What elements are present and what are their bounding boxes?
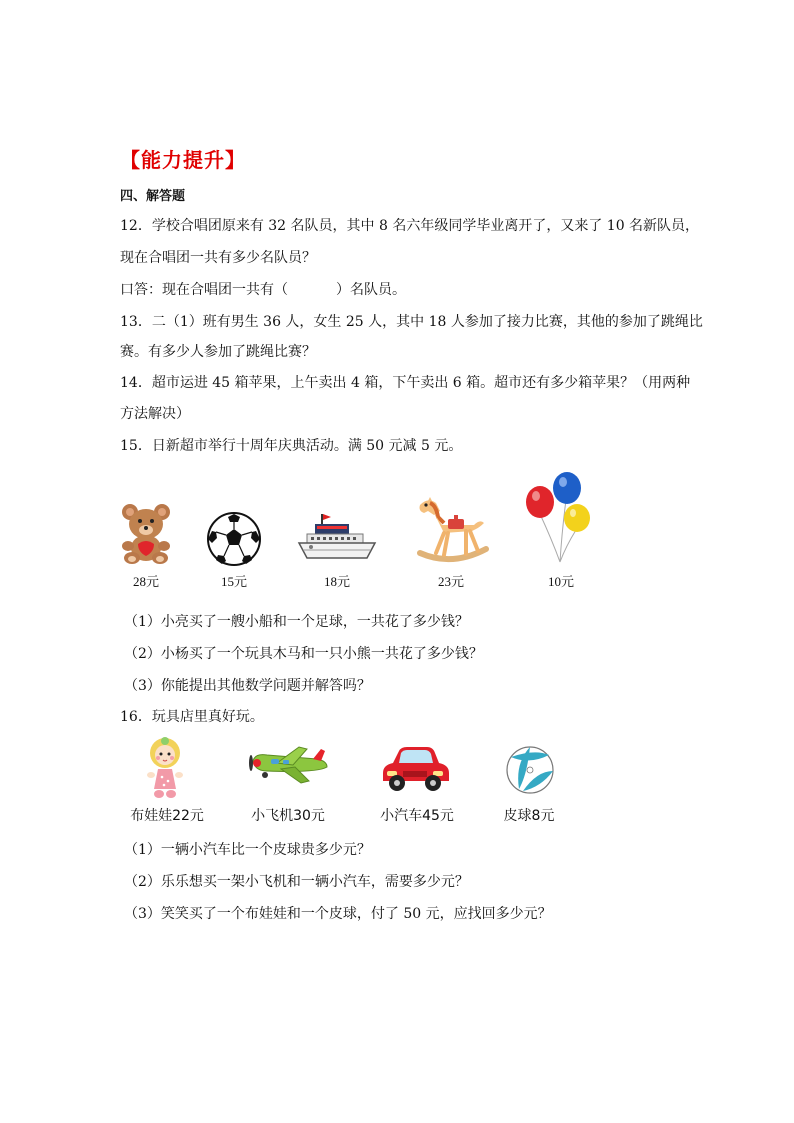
label-beach-ball: 皮球8元 <box>503 808 555 824</box>
beach-ball-icon <box>505 745 555 795</box>
heading: 【能力提升】 <box>120 148 246 172</box>
label-toy-plane: 小飞机30元 <box>251 808 325 824</box>
q14-line1: 14．超市运进 45 箱苹果，上午卖出 4 箱，下午卖出 6 箱。超市还有多少箱苹果？（用两种 <box>120 375 691 391</box>
rocking-horse-icon <box>414 497 490 563</box>
price-rocking-horse: 23元 <box>437 574 464 589</box>
soccer-ball-icon <box>206 511 262 567</box>
q16-line1: 16．玩具店里真好玩。 <box>120 709 264 725</box>
label-toy-car: 小汽车45元 <box>380 808 454 824</box>
q14-line2: 方法解决） <box>120 406 190 422</box>
q13-line2: 赛。有多少人参加了跳绳比赛？ <box>120 344 316 360</box>
label-doll: 布娃娃22元 <box>130 808 204 824</box>
q12-answer-suffix: ）名队员。 <box>336 282 406 298</box>
price-balloons: 10元 <box>547 574 574 589</box>
q12-answer-prefix: 口答：现在合唱团一共有（ <box>120 282 288 298</box>
q15-sub1: （1）小亮买了一艘小船和一个足球，一共花了多少钱？ <box>124 614 469 630</box>
q16-sub2: （2）乐乐想买一架小飞机和一辆小汽车，需要多少元？ <box>124 874 469 890</box>
teddy-bear-icon <box>118 502 174 564</box>
section-title: 四、解答题 <box>120 189 186 204</box>
price-ship: 18元 <box>323 574 350 589</box>
q12-answer <box>120 280 406 300</box>
toy-car-icon <box>379 745 451 793</box>
q16-sub3: （3）笑笑买了一个布娃娃和一个皮球，付了 50 元，应找回多少元？ <box>124 906 552 922</box>
q15-sub3: （3）你能提出其他数学问题并解答吗？ <box>124 678 371 694</box>
q13-line1: 13．二（1）班有男生 36 人，女生 25 人，其中 18 人参加了接力比赛，其他的参加了跳绳比 <box>120 314 703 330</box>
toy-plane-icon <box>247 745 331 785</box>
ship-icon <box>297 512 377 564</box>
q12-line2: 现在合唱团一共有多少名队员？ <box>120 250 316 266</box>
price-teddy-bear: 28元 <box>132 574 159 589</box>
q12-line1: 12．学校合唱团原来有 32 名队员，其中 8 名六年级同学毕业离开了，又来了 10 名新队员， <box>120 218 700 234</box>
balloons-icon <box>522 470 594 564</box>
q16-sub1: （1）一辆小汽车比一个皮球贵多少元？ <box>124 842 371 858</box>
doll-icon <box>142 737 188 799</box>
q15-line1: 15．日新超市举行十周年庆典活动。满 50 元减 5 元。 <box>120 438 463 454</box>
q15-sub2: （2）小杨买了一个玩具木马和一只小熊一共花了多少钱？ <box>124 646 483 662</box>
price-soccer-ball: 15元 <box>220 574 247 589</box>
